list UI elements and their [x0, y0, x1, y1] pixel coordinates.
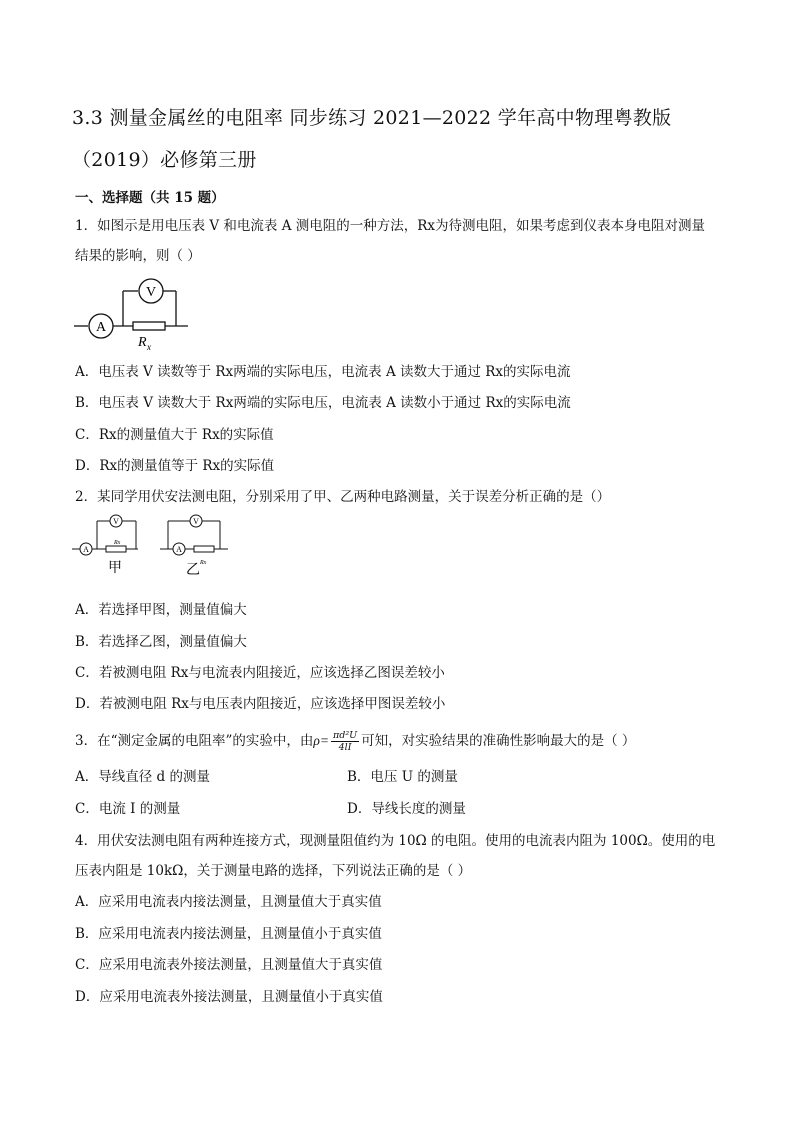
yi-resistor-label: Rx: [200, 560, 207, 566]
q1-option-d: D．Rx的测量值等于 Rx的实际值: [75, 458, 275, 474]
q3-text-pre: 3．在“测定金属的电阻率”的实验中，由: [75, 733, 314, 749]
ammeter-label: A: [95, 320, 107, 335]
q1-text-line-1: 1．如图示是用电压表 V 和电流表 A 测电阻的一种方法，Rx为待测电阻，如果考虑到仪表本身电阻对测量: [75, 218, 706, 234]
circuit-yi: [160, 515, 228, 578]
q3-formula-numerator: πd²U: [333, 730, 358, 741]
jia-ammeter-label: A: [83, 545, 89, 554]
jia-caption: 甲: [108, 561, 122, 576]
q3-option-c: C．电流 I 的测量: [75, 801, 181, 817]
yi-voltmeter-label: V: [193, 517, 199, 526]
q4-option-d: D．应采用电流表外接法测量，且测量值小于真实值: [75, 989, 383, 1005]
q3-option-a: A．导线直径 d 的测量: [75, 769, 210, 785]
q1-option-a: A．电压表 V 读数等于 Rx两端的实际电压，电流表 A 读数大于通过 Rx的实际电流: [75, 364, 571, 380]
title-line-2: （2019）必修第三册: [72, 149, 257, 171]
q3-formula-fraction: [331, 730, 359, 753]
q4-option-b: B．应采用电流表内接法测量，且测量值小于真实值: [75, 926, 382, 942]
q3-text-post: 可知，对实验结果的准确性影响最大的是（ ）: [361, 733, 636, 749]
q1-option-b: B．电压表 V 读数大于 Rx两端的实际电压，电流表 A 读数小于通过 Rx的实际电流: [75, 395, 571, 411]
resistor-subscript: x: [147, 342, 151, 352]
q4-option-c: C．应采用电流表外接法测量，且测量值大于真实值: [75, 957, 383, 973]
q1-text-line-2: 结果的影响，则（ ）: [75, 248, 201, 264]
q2-option-a: A．若选择甲图，测量值偏大: [75, 602, 247, 618]
q3-text: [75, 730, 725, 753]
q2-text-line-1: 2．某同学用伏安法测电阻，分别采用了甲、乙两种电路测量，关于误差分析正确的是（）: [75, 489, 611, 505]
yi-ammeter-label: A: [176, 545, 182, 554]
q4-text-line-2: 压表内阻是 10kΩ，关于测量电路的选择，下列说法正确的是（ ）: [75, 863, 472, 879]
q2-option-c: C．若被测电阻 Rx与电流表内阻接近，应该选择乙图误差较小: [75, 665, 445, 681]
circuit-jia: [72, 515, 138, 576]
q4-option-a: A．应采用电流表内接法测量，且测量值大于真实值: [75, 894, 382, 910]
q2-option-d: D．若被测电阻 Rx与电压表内阻接近，应该选择甲图误差较小: [75, 696, 446, 712]
section-heading: 一、选择题（共 15 题）: [75, 190, 225, 206]
q3-option-b: B．电压 U 的测量: [347, 769, 458, 785]
q2-circuit-figures: [72, 512, 232, 578]
resistor-label: R: [138, 335, 147, 350]
q3-option-d: D．导线长度的测量: [347, 801, 466, 817]
q3-formula-denominator: 4lI: [338, 742, 352, 753]
title-line-1: 3.3 测量金属丝的电阻率 同步练习 2021—2022 学年高中物理粤教版: [72, 107, 672, 129]
jia-resistor-label: Rx: [114, 540, 121, 546]
q4-text-line-1: 4．用伏安法测电阻有两种连接方式，现测量阻值约为 10Ω 的电阻。使用的电流表内阻为 100Ω。使用的电: [75, 833, 716, 849]
q1-circuit-figure: [74, 274, 194, 352]
resistor-symbol: [133, 322, 165, 330]
yi-caption: 乙: [186, 563, 200, 578]
q3-rho: ρ=: [313, 733, 329, 748]
jia-voltmeter-label: V: [113, 517, 119, 526]
voltmeter-label: V: [145, 285, 157, 300]
q1-option-c: C．Rx的测量值大于 Rx的实际值: [75, 427, 274, 443]
q2-option-b: B．若选择乙图，测量值偏大: [75, 634, 247, 650]
